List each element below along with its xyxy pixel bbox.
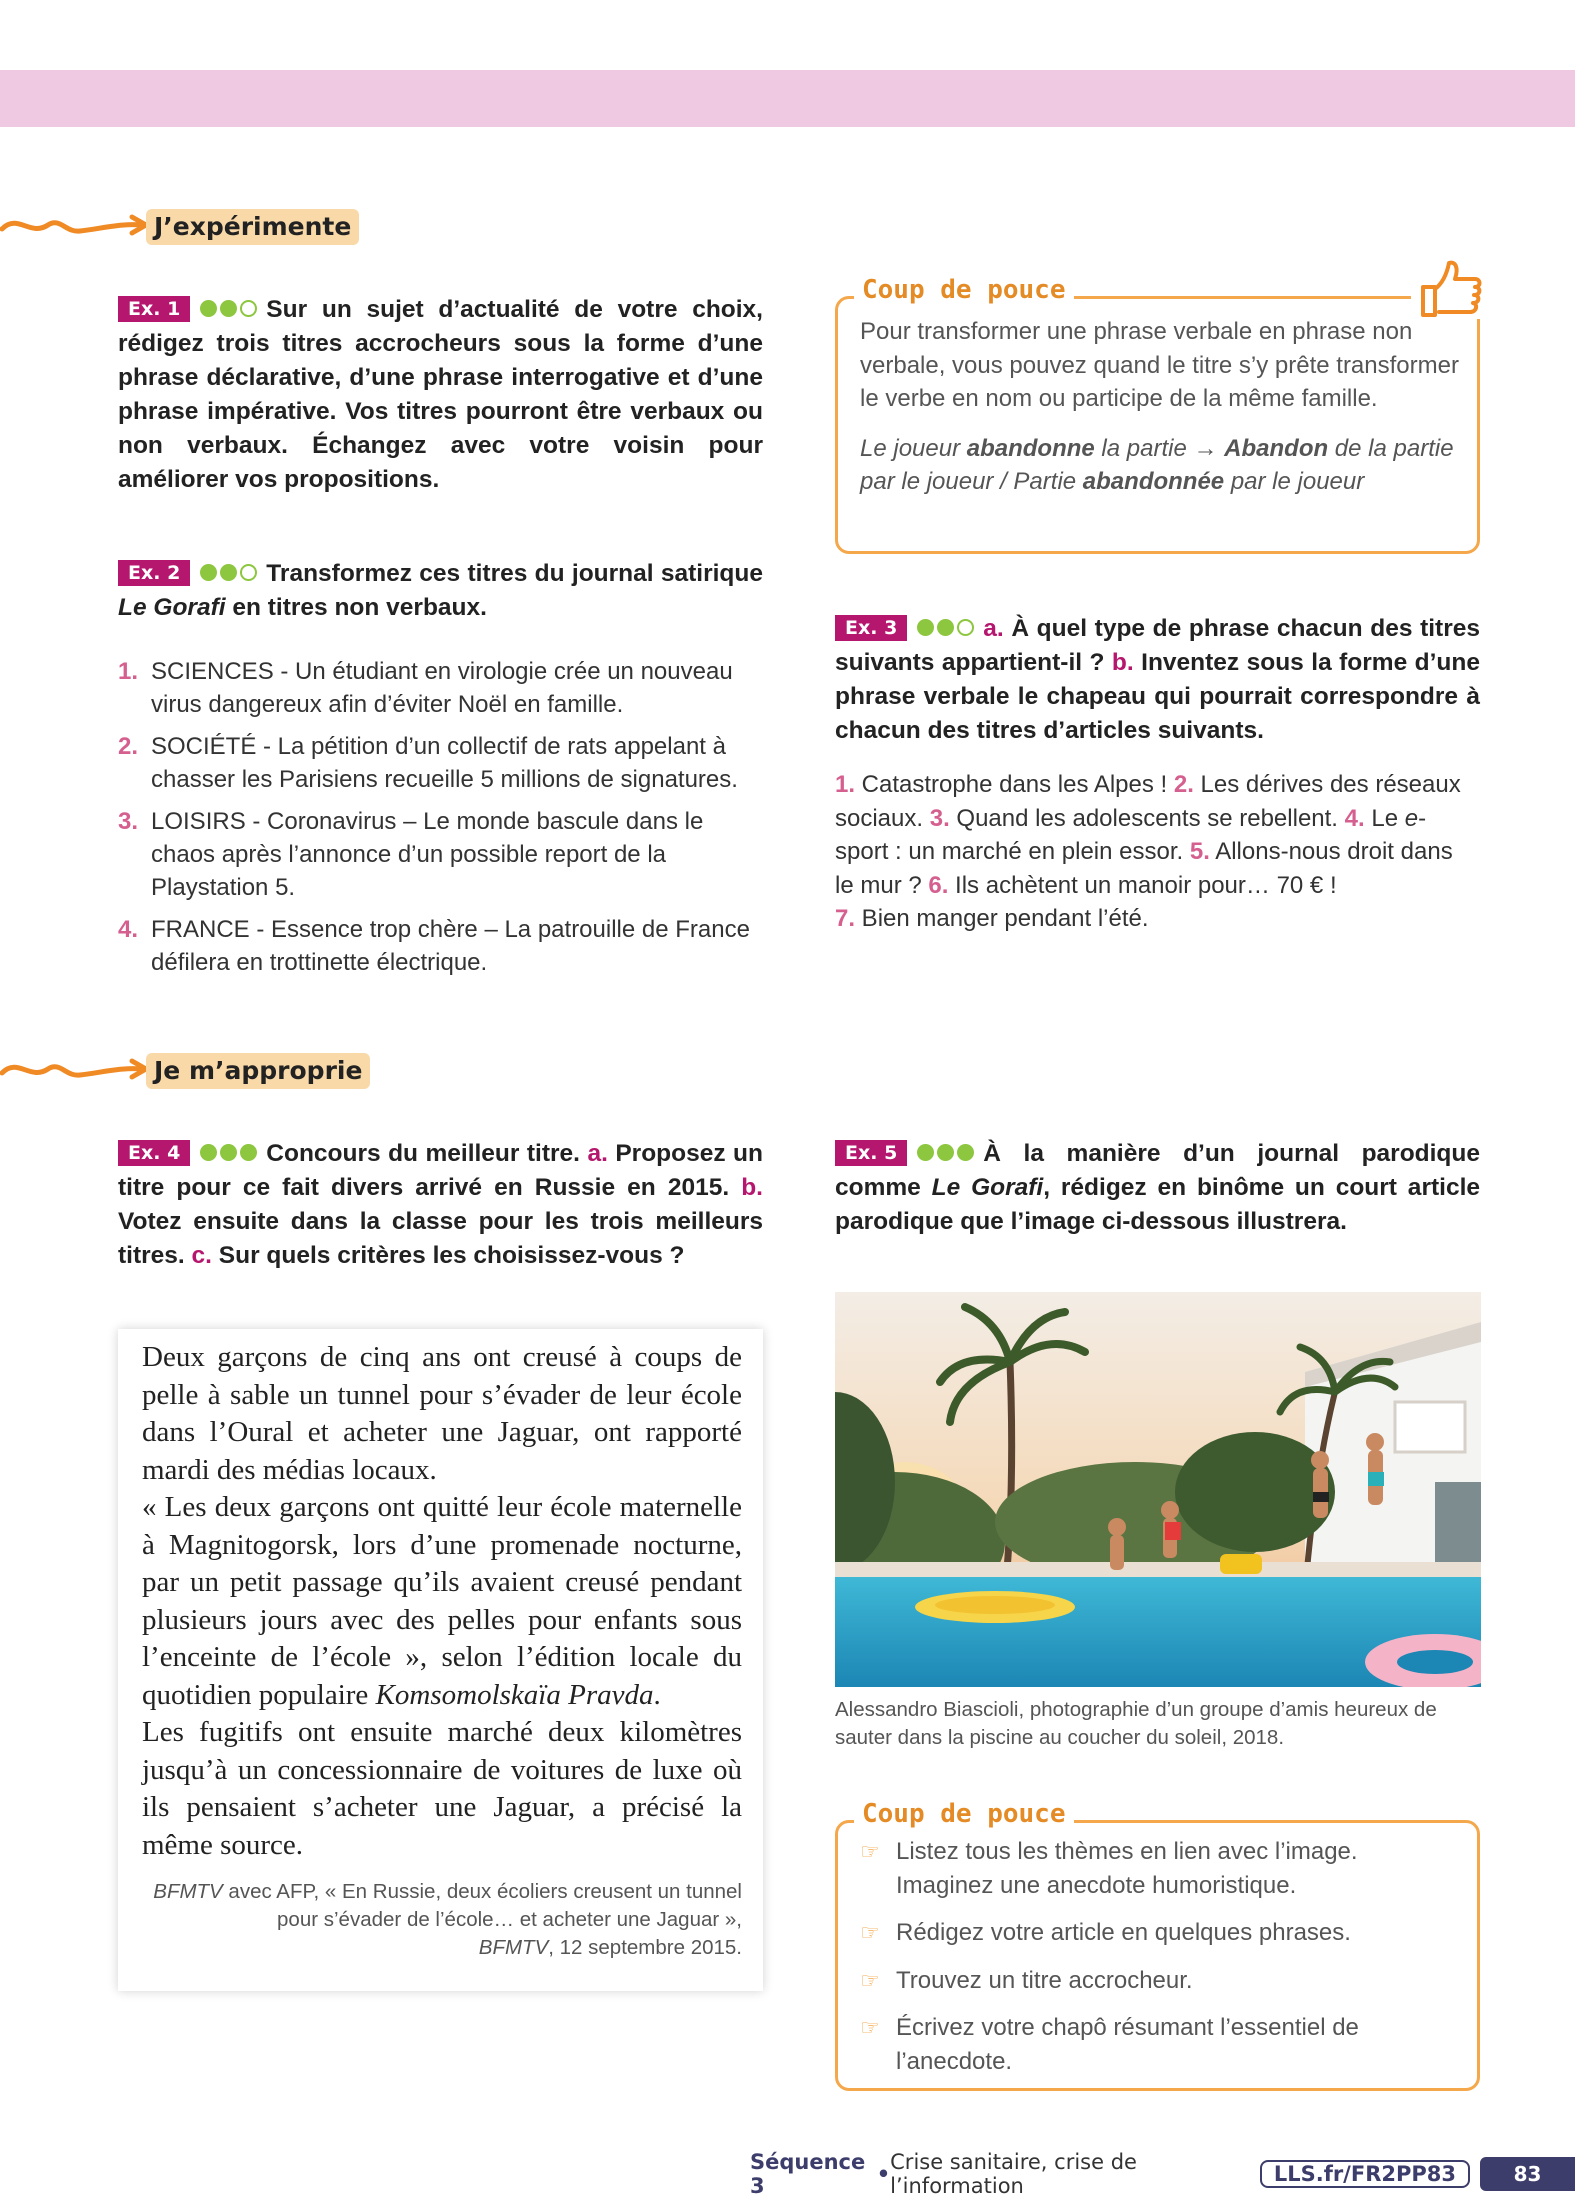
hand-pointer-icon: ☞	[860, 1920, 880, 1945]
tip-text: Écrivez votre chapô résumant l’essentiel de l’anecdote.	[896, 2014, 1359, 2075]
source-italic: BFMTV	[153, 1880, 223, 1903]
exercise-instruction-end: en titres non verbaux.	[225, 594, 487, 621]
exercise-badge: Ex. 5	[835, 1140, 907, 1166]
item-number: 6.	[928, 871, 949, 899]
exercise-instruction: À quel type de phrase chacun des titres suivants appartient-il ?	[835, 615, 1480, 676]
tip-text: Trouvez un titre accrocheur.	[896, 1966, 1193, 1994]
tip-text: Pour transformer une phrase verbale en phrase non verbale, vous pouvez quand le titre s’y prête transformer le verbe en nom ou participe de la même famille.	[860, 318, 1459, 412]
right-arrow-icon: →	[1193, 434, 1218, 462]
item-number: 2.	[1173, 771, 1194, 798]
item-number: 7.	[835, 905, 856, 932]
example-part: par le joueur	[1224, 468, 1365, 495]
tip-example	[860, 432, 1460, 499]
item-number: 4.	[1344, 804, 1365, 832]
item-text: Allons-nous droit dans le mur ?	[835, 838, 1453, 899]
item-text: SOCIÉTÉ - La pétition d’un collectif de rats appelant à chasser les Parisiens recueille 5 millions de signatures.	[151, 733, 738, 793]
item-text: SCIENCES - Un étudiant en virologie crée un nouveau virus dangereux afin d’éviter Noël en famille.	[151, 658, 733, 718]
item-text: LOISIRS - Coronavirus – Le monde bascule dans le chaos après l’annonce d’un possible report de la Playstation 5.	[151, 808, 704, 901]
exercise-instruction: Transformez ces titres du journal satirique	[266, 560, 763, 587]
example-bold: Abandon	[1224, 434, 1329, 462]
tip-item	[860, 2011, 1460, 2078]
item-text-italic: e	[1404, 804, 1419, 832]
article-paragraph: Deux garçons de cinq ans ont creusé à coups de pelle à sable un tunnel pour s’évader de leur école dans l’Oural et acheter une Jaguar, ont rapporté mardi des médias locaux.	[142, 1341, 742, 1486]
thumbs-up-icon	[1411, 257, 1485, 319]
lls-link[interactable]: LLS.fr/FR2PP83	[1260, 2160, 1470, 2188]
section-label: Je m’approprie	[146, 1053, 370, 1089]
list-item	[118, 730, 768, 796]
coup-de-pouce-title: Coup de pouce	[854, 1799, 1074, 1829]
sequence-title: Crise sanitaire, crise de l’information	[890, 2150, 1137, 2198]
exercise-instruction: , rédigez en binôme un court article parodique que l’image ci-dessous illustrera.	[835, 1174, 1480, 1235]
hand-pointer-icon: ☞	[860, 2015, 880, 2040]
separator: •	[876, 2162, 891, 2186]
example-part: la partie	[1094, 434, 1194, 462]
source-text: , 12 septembre 2015.	[548, 1936, 742, 1959]
item-text: Ils achètent un manoir pour… 70 € !	[948, 871, 1337, 899]
section-title-experimente	[0, 207, 359, 247]
source-text: avec AFP, « En Russie, deux écoliers creusent un tunnel pour s’évader de l’école… et acheter une Jaguar »,	[222, 1880, 742, 1931]
exercise-3	[835, 612, 1480, 748]
list-item	[118, 805, 768, 904]
coup-de-pouce-box	[835, 275, 1480, 554]
example-bold: abandonnée	[1082, 468, 1225, 495]
example-part: de la partie par le joueur / Partie	[860, 434, 1454, 495]
section-label: J’expérimente	[146, 209, 359, 245]
tip-item	[860, 1916, 1460, 1950]
exercise-1	[118, 293, 763, 497]
difficulty-dots	[917, 1137, 977, 1171]
item-text: FRANCE - Essence trop chère – La patrouille de France défilera en trottinette électrique.	[151, 916, 750, 976]
exercise-instruction: Sur quels critères les choisissez-vous ?	[211, 1242, 685, 1269]
newspaper-name: Komsomolskaïa Pravda	[375, 1678, 654, 1711]
ex3-list	[835, 768, 1470, 936]
item-text: Le	[1364, 804, 1405, 832]
exercise-badge: Ex. 1	[118, 296, 190, 322]
section-title-approprie	[0, 1051, 370, 1091]
page-footer	[750, 2150, 1470, 2198]
item-text: -sport : un marché en plein essor.	[835, 804, 1427, 865]
item-number: 3.	[929, 804, 950, 832]
photo-caption: Alessandro Biascioli, photographie d’un groupe d’amis heureux de sauter dans la piscine au coucher du soleil, 2018.	[835, 1698, 1437, 1749]
exercise-5	[835, 1137, 1480, 1239]
item-number: 1.	[835, 771, 856, 798]
page-number: 83	[1480, 2157, 1575, 2191]
ex2-list	[118, 655, 768, 988]
item-text: Quand les adolescents se rebellent.	[949, 804, 1345, 832]
exercise-instruction: À la manière d’un journal parodique comme	[835, 1140, 1480, 1201]
item-text: Les dérives des réseaux sociaux.	[835, 771, 1461, 832]
difficulty-dots	[917, 612, 977, 646]
sequence-label: Séquence 3	[750, 2150, 866, 2198]
exercise-instruction: Votez ensuite dans la classe pour les trois meilleurs titres.	[118, 1208, 763, 1269]
news-article-box	[118, 1329, 763, 1991]
article-source	[142, 1878, 742, 1962]
item-number: 4.	[118, 916, 139, 943]
exercise-badge: Ex. 2	[118, 560, 190, 586]
article-paragraph: Les fugitifs ont ensuite marché deux kilomètres jusqu’à un concessionnaire de voitures de luxe où ils pensaient s’acheter une Jaguar, a précisé la même source.	[142, 1716, 742, 1861]
difficulty-dots	[200, 293, 260, 327]
exercise-badge: Ex. 4	[118, 1140, 190, 1166]
exercise-instruction: Concours du meilleur titre.	[266, 1140, 588, 1167]
tip-text: Listez tous les thèmes en lien avec l’image. Imaginez une anecdote humoristique.	[896, 1838, 1358, 1899]
question-letter: b.	[1111, 649, 1134, 676]
photo-illustration	[835, 1292, 1481, 1687]
question-letter: c.	[191, 1242, 212, 1269]
squiggle-arrow-icon	[0, 1051, 150, 1091]
article-text: .	[653, 1678, 661, 1711]
exercise-2	[118, 557, 763, 625]
question-letter: b.	[741, 1174, 763, 1201]
exercise-4	[118, 1137, 763, 1273]
item-number: 2.	[118, 733, 139, 760]
top-color-band	[0, 70, 1575, 127]
exercise-badge: Ex. 3	[835, 615, 907, 641]
question-letter: a.	[587, 1140, 608, 1167]
tip-item	[860, 1964, 1460, 1998]
exercise-instruction: Proposez un titre pour ce fait divers arrivé en Russie en 2015.	[118, 1140, 763, 1201]
example-bold: abandonne	[966, 434, 1095, 462]
exercise-instruction: Inventez sous la forme d’une phrase verbale le chapeau qui pourrait correspondre à chacun des titres d’articles suivants.	[835, 649, 1480, 744]
list-item	[118, 655, 768, 721]
hand-pointer-icon: ☞	[860, 1839, 880, 1864]
pool-party-photo	[835, 1292, 1481, 1687]
difficulty-dots	[200, 1137, 260, 1171]
tip-item	[860, 1835, 1460, 1902]
question-letter: a.	[983, 615, 1004, 642]
item-text: Catastrophe dans les Alpes !	[855, 771, 1174, 798]
item-number: 1.	[118, 658, 139, 685]
difficulty-dots	[200, 557, 260, 591]
list-item	[118, 913, 768, 979]
coup-de-pouce-box-2	[835, 1799, 1480, 2091]
article-text: « Les deux garçons ont quitté leur école maternelle à Magnitogorsk, lors d’une promenade nocturne, par un petit passage qu’ils avaient creusé pendant plusieurs jours avec des pelles pour enfants sous l’enceinte de l’école », selon l’édition locale du quotidien populaire	[142, 1491, 742, 1711]
tip-text: Rédigez votre article en quelques phrases.	[896, 1919, 1351, 1946]
article-paragraph	[142, 1489, 742, 1714]
journal-title: Le Gorafi	[931, 1174, 1044, 1201]
exercise-instruction: Sur un sujet d’actualité de votre choix, rédigez trois titres accrocheurs sous la forme d’une phrase déclarative, d’une phrase interrogative et d’une phrase impérative. Vos titres pourront être verbaux ou non verbaux. Échangez avec votre voisin pour améliorer vos propositions.	[118, 296, 763, 493]
journal-title: Le Gorafi	[118, 594, 226, 621]
hand-pointer-icon: ☞	[860, 1967, 880, 1993]
source-italic: BFMTV	[478, 1936, 549, 1959]
item-text: Bien manger pendant l’été.	[855, 905, 1149, 932]
item-number: 3.	[118, 808, 139, 835]
item-number: 5.	[1189, 838, 1210, 865]
coup-de-pouce-title: Coup de pouce	[854, 275, 1074, 305]
squiggle-arrow-icon	[0, 207, 150, 247]
example-part: Le joueur	[860, 434, 967, 462]
